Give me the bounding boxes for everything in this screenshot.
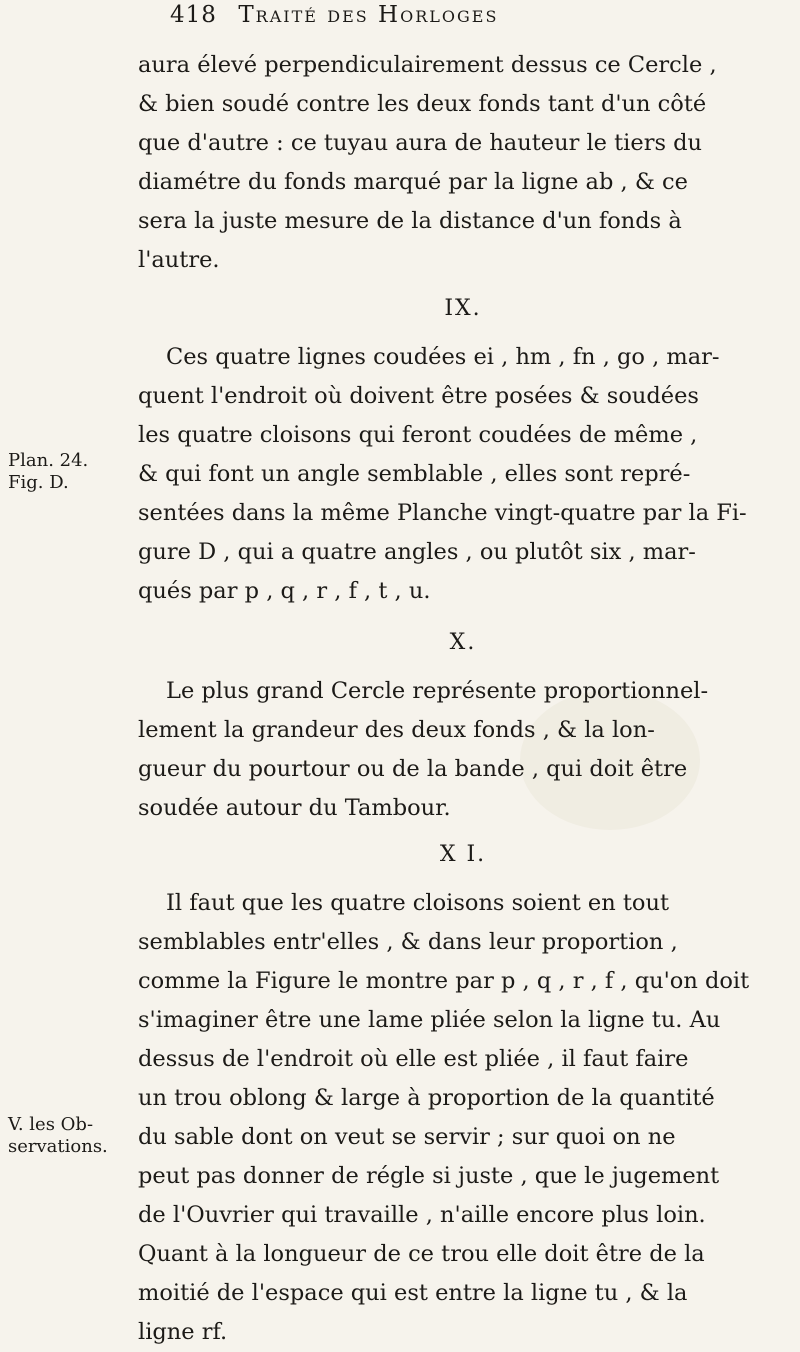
- text-line: s'imaginer être une lame pliée selon la ligne tu. Au: [138, 1007, 721, 1033]
- text-line: de l'Ouvrier qui travaille , n'aille encore plus loin.: [138, 1202, 706, 1228]
- paragraph-ix: [138, 338, 788, 611]
- text-line: Ces quatre lignes coudées ei , hm , fn , go , mar-: [166, 344, 720, 370]
- text-line: Le plus grand Cercle représente proportionnel-: [166, 678, 709, 704]
- section-xi-heading: [138, 832, 788, 878]
- section-number: X I.: [439, 842, 487, 867]
- text-line: lement la grandeur des deux fonds , & la lon-: [138, 717, 655, 743]
- text-line: que d'autre : ce tuyau aura de hauteur le tiers du: [138, 130, 703, 156]
- margin-note-plan: [8, 450, 88, 494]
- text-line: du sable dont on veut se servir ; sur quoi on ne: [138, 1124, 676, 1150]
- margin-note-line: servations.: [8, 1136, 108, 1157]
- text-line: gure D , qui a quatre angles , ou plutôt six , mar-: [138, 539, 696, 565]
- margin-note-line: Plan. 24.: [8, 450, 89, 471]
- running-title: Traité des Horloges: [238, 2, 499, 28]
- text-line: semblables entr'elles , & dans leur proportion ,: [138, 929, 678, 955]
- text-line: soudée autour du Tambour.: [138, 795, 451, 821]
- section-x-heading: [138, 620, 788, 666]
- text-line: qués par p , q , r , f , t , u.: [138, 578, 431, 604]
- text-line: peut pas donner de régle si juste , que le jugement: [138, 1163, 720, 1189]
- margin-note-line: Fig. D.: [8, 472, 69, 493]
- text-line: comme la Figure le montre par p , q , r , f , qu'on doit: [138, 968, 750, 994]
- text-line: l'autre.: [138, 247, 220, 273]
- text-line: & qui font un angle semblable , elles sont repré-: [138, 461, 691, 487]
- paragraph-continued: [138, 46, 788, 280]
- text-line: un trou oblong & large à proportion de la quantité: [138, 1085, 715, 1111]
- page-number: 418: [170, 2, 217, 28]
- paragraph-x: [138, 672, 788, 828]
- text-line: sera la juste mesure de la distance d'un fonds à: [138, 208, 682, 234]
- paragraph-xi: [138, 884, 788, 1352]
- text-line: dessus de l'endroit où elle est pliée , il faut faire: [138, 1046, 689, 1072]
- page-header: [170, 2, 730, 28]
- section-number: IX.: [444, 296, 482, 321]
- text-line: aura élevé perpendiculairement dessus ce Cercle ,: [138, 52, 717, 78]
- text-line: les quatre cloisons qui feront coudées de même ,: [138, 422, 698, 448]
- section-ix-heading: [138, 286, 788, 332]
- text-line: sentées dans la même Planche vingt-quatre par la Fi-: [138, 500, 747, 526]
- text-line: moitié de l'espace qui est entre la ligne tu , & la: [138, 1280, 688, 1306]
- margin-note-line: V. les Ob-: [8, 1114, 94, 1135]
- text-line: gueur du pourtour ou de la bande , qui doit être: [138, 756, 688, 782]
- margin-note-observations: [8, 1114, 108, 1158]
- text-line: Quant à la longueur de ce trou elle doit être de la: [138, 1241, 705, 1267]
- text-line: & bien soudé contre les deux fonds tant d'un côté: [138, 91, 707, 117]
- text-line: diamétre du fonds marqué par la ligne ab , & ce: [138, 169, 688, 195]
- text-line: ligne rf.: [138, 1319, 228, 1345]
- text-line: Il faut que les quatre cloisons soient en tout: [166, 890, 669, 916]
- text-line: quent l'endroit où doivent être posées & soudées: [138, 383, 699, 409]
- section-number: X.: [449, 630, 477, 655]
